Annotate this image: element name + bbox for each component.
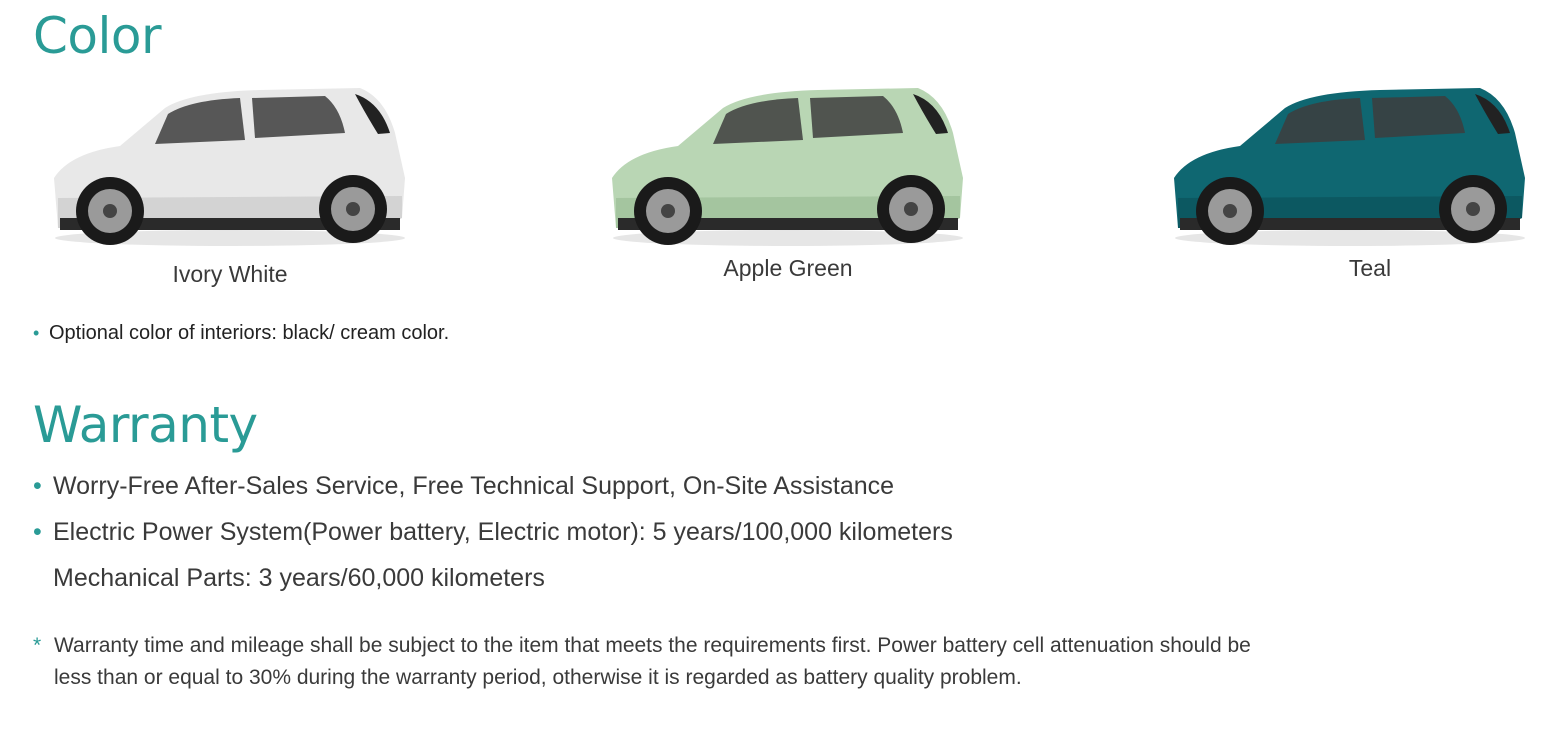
bullet-icon: • bbox=[33, 472, 42, 500]
car-color-label: Apple Green bbox=[723, 255, 853, 281]
suv-white-image bbox=[40, 78, 420, 268]
footnote-text: Warranty time and mileage shall be subject to the item that meets the requirements first. Power battery cell attenuation should be less than or equal to 30% during the warranty period, otherwise it is regarded as battery quality problem. bbox=[54, 634, 1251, 689]
warranty-bullet-text: Electric Power System(Power battery, Electric motor): 5 years/100,000 kilometers bbox=[53, 518, 953, 546]
car-color-label: Teal bbox=[1348, 255, 1392, 281]
warranty-bullet-text: Worry-Free After-Sales Service, Free Technical Support, On-Site Assistance bbox=[53, 472, 895, 500]
warranty-bullet bbox=[33, 472, 894, 501]
interior-color-note bbox=[33, 322, 449, 345]
bullet-icon: • bbox=[33, 323, 40, 343]
car-color-label: Ivory White bbox=[172, 261, 288, 287]
suv-green-image bbox=[598, 78, 978, 268]
color-section-title: Color bbox=[33, 7, 162, 65]
car-option-teal bbox=[1160, 78, 1540, 308]
warranty-section-title: Warranty bbox=[33, 396, 258, 454]
warranty-continuation bbox=[53, 564, 545, 593]
mechanical-parts-text: Mechanical Parts: 3 years/60,000 kilometers bbox=[53, 564, 545, 592]
warranty-footnote bbox=[33, 630, 1293, 694]
suv-teal-image bbox=[1160, 78, 1540, 268]
car-option-ivory-white bbox=[40, 78, 420, 308]
bullet-icon: • bbox=[33, 518, 42, 546]
asterisk-icon: * bbox=[33, 634, 42, 657]
warranty-bullet bbox=[33, 518, 953, 547]
car-option-apple-green bbox=[598, 78, 978, 308]
interior-note-text: Optional color of interiors: black/ cream color. bbox=[49, 322, 450, 344]
